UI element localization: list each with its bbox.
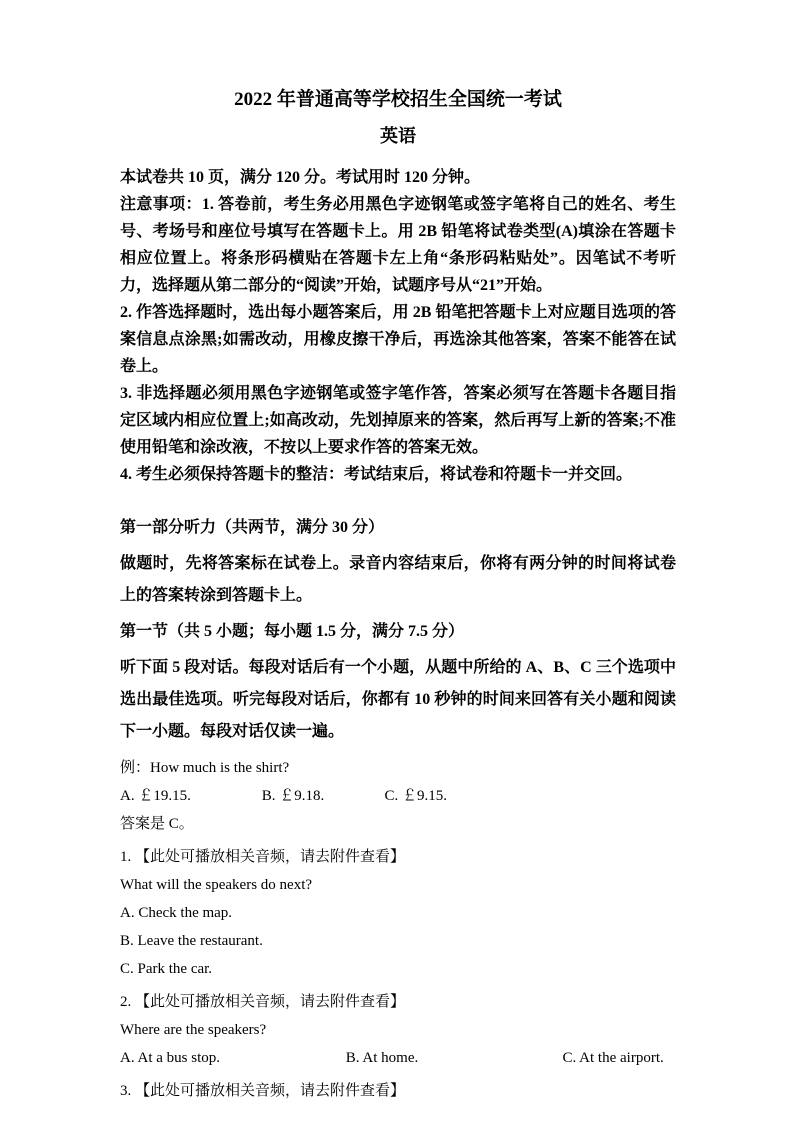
section1-instructions: 听下面 5 段对话。每段对话后有一个小题，从题中所给的 A、B、C 三个选项中选出最佳选项。听完每段对话后，你都有 10 秒钟的时间来回答有关小题和阅读下一小题。每段对话仅读一遍。 bbox=[120, 659, 676, 740]
question-1-option-a: A. Check the map. bbox=[120, 905, 233, 921]
question-2-options bbox=[120, 1044, 676, 1072]
exam-intro: 本试卷共 10 页，满分 120 分。考试用时 120 分钟。 bbox=[120, 169, 481, 186]
example-answer: 答案是 C。 bbox=[120, 816, 194, 832]
example-option-b: B. ￡9.18. bbox=[261, 788, 325, 804]
notice-3: 3. 非选择题必须用黑色字迹钢笔或签字笔作答，答案必须写在答题卡各题目指定区域内相应位置上;如高改动，先划掉原来的答案，然后再写上新的答案;不准使用铅笔和涂改液，不按以上要求作答的答案无效。 bbox=[120, 385, 676, 456]
example-option-c: C. ￡9.15. bbox=[384, 788, 448, 804]
exam-title: 2022 年普通高等学校招生全国统一考试 bbox=[234, 89, 562, 110]
notice-2: 2. 作答选择题时，选出每小题答案后，用 2B 铅笔把答题卡上对应题目选项的答案信息点涂黑;如需改动，用橡皮擦干净后，再选涂其他答案，答案不能答在试卷上。 bbox=[120, 304, 676, 375]
example-option-a: A. ￡19.15. bbox=[120, 788, 191, 804]
question-1-text: What will the speakers do next? bbox=[120, 877, 313, 893]
example-options bbox=[120, 782, 676, 810]
question-2-option-a: A. At a bus stop. bbox=[120, 1050, 221, 1066]
question-2-option-b: B. At home. bbox=[345, 1050, 419, 1066]
notice-1: 注意事项：1. 答卷前，考生务必用黑色字迹钢笔或签字笔将自己的姓名、考生号、考场号和座位号填写在答题卡上。用 2B 铅笔将试卷类型(A)填涂在答题卡相应位置上。将条形码横贴在答题卡左上角“条形码粘贴处”。因笔试不考听力，选择题从第二部分的“阅读”开始，试题序号从“21”开始。 bbox=[120, 196, 676, 294]
notice-4: 4. 考生必须保持答题卡的整洁：考试结束后，将试卷和符题卡一并交回。 bbox=[120, 466, 633, 483]
question-2-option-c: C. At the airport. bbox=[562, 1050, 664, 1066]
part1-heading: 第一部分听力（共两节，满分 30 分） bbox=[120, 519, 385, 536]
example-question: 例：How much is the shirt? bbox=[120, 760, 290, 776]
part1-instructions: 做题时，先将答案标在试卷上。录音内容结束后，你将有两分钟的时间将试卷上的答案转涂到答题卡上。 bbox=[120, 555, 676, 604]
question-1-option-b: B. Leave the restaurant. bbox=[120, 933, 263, 949]
question-2-text: Where are the speakers? bbox=[120, 1022, 267, 1038]
question-3-audio-link[interactable]: 3. 【此处可播放相关音频，请去附件查看】 bbox=[120, 1083, 406, 1099]
section1-heading: 第一节（共 5 小题；每小题 1.5 分，满分 7.5 分） bbox=[120, 623, 465, 640]
question-2-audio-link[interactable]: 2. 【此处可播放相关音频，请去附件查看】 bbox=[120, 994, 406, 1010]
exam-subject: 英语 bbox=[380, 126, 416, 146]
question-1-audio-link[interactable]: 1. 【此处可播放相关音频，请去附件查看】 bbox=[120, 849, 406, 865]
question-1-option-c: C. Park the car. bbox=[120, 961, 213, 977]
